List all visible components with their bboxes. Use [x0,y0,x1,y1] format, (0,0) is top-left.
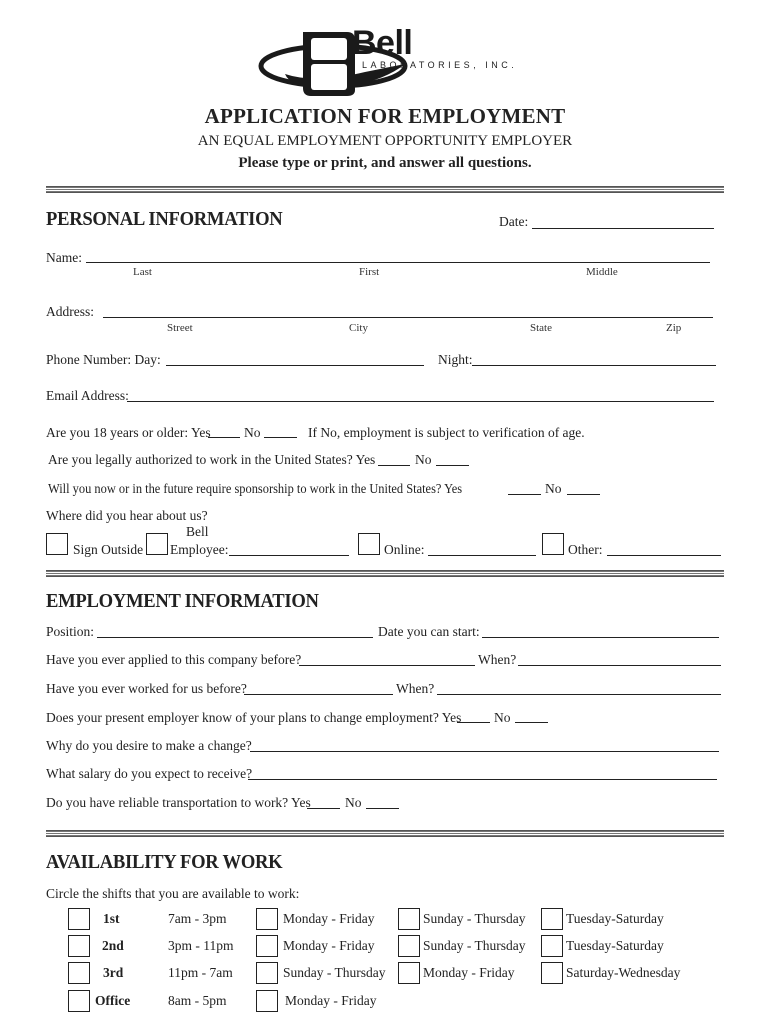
name-sub-middle: Middle [586,266,618,278]
age-no-label: No [244,425,261,440]
shift-day-range: Tuesday-Saturday [566,938,664,953]
employer-know-no-field[interactable] [515,722,548,723]
email-field[interactable] [127,401,714,402]
sponsorship-no-label: No [545,481,562,496]
shift-day-range: Monday - Friday [285,993,377,1008]
page-title: APPLICATION FOR EMPLOYMENT [204,104,566,128]
start-date-label: Date you can start: [378,624,480,639]
bell-employee-checkbox[interactable] [146,533,168,555]
address-sub-state: State [530,322,552,334]
sign-outside-checkbox[interactable] [46,533,68,555]
shift-day-range: Sunday - Thursday [423,938,526,953]
date-field[interactable] [532,228,714,229]
age-question: Are you 18 years or older: Yes [46,425,211,440]
name-field[interactable] [86,262,710,263]
email-label: Email Address: [46,388,129,403]
shift-2nd-checkbox[interactable] [68,935,90,957]
worked-when-field[interactable] [437,694,721,695]
work-auth-no-label: No [415,452,432,467]
transportation-no-label: No [345,795,362,810]
work-auth-no-field[interactable] [436,465,469,466]
shift-day-range: Saturday-Wednesday [566,965,681,980]
shift-day-range: Sunday - Thursday [283,965,386,980]
logo-subtitle: LABORATORIES, INC. [362,60,518,70]
section-divider [46,830,724,837]
applied-when-field[interactable] [518,665,721,666]
phone-night-label: Night: [438,352,473,367]
shift-day-range: Monday - Friday [423,965,515,980]
logo-name: Bell [352,24,413,62]
shift-office-checkbox[interactable] [68,990,90,1012]
shift-name: 3rd [103,965,124,980]
online-label: Online: [384,542,425,557]
position-field[interactable] [97,637,373,638]
worked-when-label: When? [396,681,435,696]
address-sub-street: Street [167,322,193,334]
eeo-subtitle: AN EQUAL EMPLOYMENT OPPORTUNITY EMPLOYER [197,133,573,149]
worked-before-field[interactable] [244,694,393,695]
online-checkbox[interactable] [358,533,380,555]
availability-instruction: Circle the shifts that you are available to work: [46,886,300,901]
employer-know-question: Does your present employer know of your plans to change employment? Yes [46,710,462,725]
other-checkbox[interactable] [542,533,564,555]
shift-hours: 11pm - 7am [168,965,233,980]
age-note: If No, employment is subject to verification of age. [308,425,585,440]
shift-3rd-option-3-checkbox[interactable] [541,962,563,984]
address-sub-zip: Zip [666,322,682,334]
shift-office-option-1-checkbox[interactable] [256,990,278,1012]
age-no-field[interactable] [264,437,297,438]
name-label: Name: [46,250,82,265]
name-sub-last: Last [133,266,152,278]
shift-1st-option-1-checkbox[interactable] [256,908,278,930]
shift-1st-checkbox[interactable] [68,908,90,930]
shift-3rd-option-1-checkbox[interactable] [256,962,278,984]
shift-hours: 3pm - 11pm [168,938,234,953]
position-label: Position: [46,624,95,639]
address-label: Address: [46,304,94,319]
shift-1st-option-3-checkbox[interactable] [541,908,563,930]
shift-hours: 8am - 5pm [168,993,227,1008]
section-heading-employment: EMPLOYMENT INFORMATION [46,590,319,612]
worked-before-question: Have you ever worked for us before? [46,681,247,696]
shift-day-range: Monday - Friday [283,911,375,926]
shift-name: 1st [103,911,120,926]
shift-day-range: Sunday - Thursday [423,911,526,926]
address-sub-city: City [349,322,368,334]
section-heading-personal: PERSONAL INFORMATION [46,208,283,230]
phone-day-label: Phone Number: Day: [46,352,161,367]
work-auth-question: Are you legally authorized to work in the United States? Yes [48,452,376,467]
salary-question: What salary do you expect to receive? [46,766,253,781]
shift-day-range: Tuesday-Saturday [566,911,664,926]
employer-know-yes-field[interactable] [457,722,490,723]
employer-know-no-label: No [494,710,511,725]
other-field[interactable] [607,555,721,556]
applied-before-question: Have you ever applied to this company before? [46,652,302,667]
salary-field[interactable] [248,779,717,780]
phone-day-field[interactable] [166,365,424,366]
age-yes-field[interactable] [208,437,240,438]
shift-name: 2nd [102,938,124,953]
shift-day-range: Monday - Friday [283,938,375,953]
applied-before-field[interactable] [299,665,475,666]
bell-employee-field[interactable] [229,555,349,556]
shift-2nd-option-2-checkbox[interactable] [398,935,420,957]
bell-employee-label: Employee: [170,542,229,557]
start-date-field[interactable] [482,637,719,638]
name-sub-first: First [359,266,380,278]
sign-outside-label: Sign Outside [73,542,144,557]
hear-about-question: Where did you hear about us? [46,508,208,523]
online-field[interactable] [428,555,536,556]
date-label: Date: [499,214,529,229]
shift-2nd-option-1-checkbox[interactable] [256,935,278,957]
work-auth-yes-field[interactable] [378,465,410,466]
transportation-no-field[interactable] [366,808,399,809]
why-change-field[interactable] [250,751,719,752]
why-change-question: Why do you desire to make a change? [46,738,252,753]
other-label: Other: [568,542,603,557]
transportation-question: Do you have reliable transportation to work? Yes [46,795,311,810]
sponsorship-yes-field[interactable] [508,494,541,495]
shift-2nd-option-3-checkbox[interactable] [541,935,563,957]
shift-hours: 7am - 3pm [168,911,227,926]
shift-3rd-option-2-checkbox[interactable] [398,962,420,984]
section-divider [46,570,724,577]
sponsorship-no-field[interactable] [567,494,600,495]
phone-night-field[interactable] [472,365,716,366]
shift-3rd-checkbox[interactable] [68,962,90,984]
transportation-yes-field[interactable] [307,808,340,809]
section-divider [46,186,724,193]
applied-when-label: When? [478,652,517,667]
sponsorship-question: Will you now or in the future require sponsorship to work in the United States? Yes [48,481,463,496]
instruction-text: Please type or print, and answer all questions. [238,155,532,171]
shift-name: Office [95,993,131,1008]
address-field[interactable] [103,317,713,318]
shift-1st-option-2-checkbox[interactable] [398,908,420,930]
bell-employee-label-top: Bell [186,524,209,539]
section-heading-availability: AVAILABILITY FOR WORK [46,851,283,873]
